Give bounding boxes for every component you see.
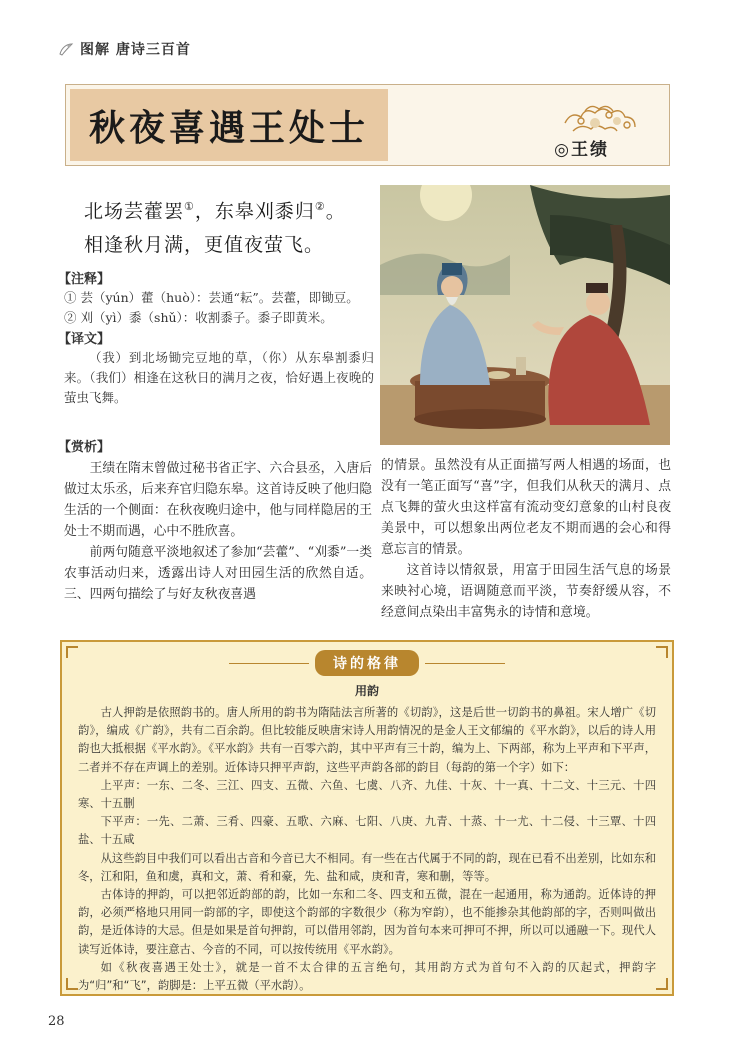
note-item-1: ① 芸（yún）藿（huò）：芸通“耘”。芸藿，即锄豆。 <box>64 290 359 305</box>
box-body <box>78 704 656 995</box>
box-paragraph: 古人押韵是依照韵书的。唐人所用的韵书为隋陆法言所著的《切韵》，这是后世一切韵书的鼻祖。宋人增广《切韵》，编成《广韵》，共有二百余韵。但比较能反映唐宋诗人用韵情况的是金人王文郁编的《平水韵》，以后的诗人用韵也大抵根据《平水韵》。《平水韵》共有一百零六韵，其中平声有三十韵，编为上、下两部，称为上平声和下平声，二者并不存在声调上的差别。近体诗只押平声韵，这些平声韵各部的韵目（每韵的第一个字）如下： <box>78 706 656 774</box>
poem-title: 秋夜喜遇王处士 <box>88 106 369 149</box>
appreciation-paragraph: 的情景。虽然没有从正面描写两人相遇的场面，也没有一笔正面写“喜”字，但我们从秋天的满月、点点飞舞的萤火虫这样富有流动变幻意象的山村良夜美景中，可以想象出两位老友不期而遇的会心和得意忘言的情景。 <box>381 458 671 557</box>
appreciation-label: 【赏析】 <box>58 440 111 455</box>
box-subtitle: 用韵 <box>354 684 379 698</box>
footnote-mark-1: ① <box>184 200 195 213</box>
appreciation-left-column <box>64 458 372 605</box>
title-box <box>70 89 388 161</box>
box-title: 诗的格律 <box>315 650 419 676</box>
title-bar <box>65 84 670 166</box>
box-paragraph: 如《秋夜喜遇王处士》，就是一首不太合律的五言绝句，其用韵方式为首句不入韵的仄起式，押韵字为“归”和“飞”，韵脚是：上平五微（平水韵）。 <box>78 960 656 993</box>
appreciation-right-column <box>381 455 671 623</box>
poem-illustration <box>380 185 670 445</box>
cloud-decoration-icon <box>555 93 655 139</box>
title-rule <box>229 663 309 664</box>
box-paragraph: 上平声：一东、二冬、三江、四支、五微、六鱼、七虞、八齐、九佳、十灰、十一真、十二文、十三元、十四寒、十五删 <box>78 778 656 811</box>
appreciation-paragraph: 这首诗以情叙景，用富于田园生活气息的场景来映衬心境，语调随意而平淡，节奏舒缓从容，不经意间点染出丰富隽永的诗情和意境。 <box>381 563 671 620</box>
notes-label: 【注释】 <box>58 272 111 287</box>
title-rule <box>425 663 505 664</box>
poem-line-1: 北场芸藿罢①，东皋刈黍归②。 <box>84 200 346 223</box>
box-paragraph: 古体诗的押韵，可以把邻近韵部的韵，比如一东和二冬、四支和五微，混在一起通用，称为通韵。近体诗的押韵，必须严格地只用同一韵部的字，即使这个韵部的字数很少（称为窄韵），也不能掺杂其他韵部的字，否则叫做出韵，是近体诗的大忌。但是如果是首句押韵，可以借用邻韵，因为首句本来可押可不押，所以可以通融一下。现代人读写近体诗，要注意古、今音的不同，可以按传统用《平水韵》。 <box>78 888 656 956</box>
translation-label: 【译文】 <box>58 332 111 347</box>
prosody-box <box>60 640 674 996</box>
translation-text: （我）到北场锄完豆地的草，（你）从东皋割黍归来。（我们）相逢在这秋日的满月之夜，恰好遇上夜晚的萤虫飞舞。 <box>64 350 374 405</box>
poem-line-2: 相逢秋月满，更值夜萤飞。 <box>84 234 325 257</box>
box-title-wrap <box>62 650 672 676</box>
corner-ornament <box>656 978 668 990</box>
note-item-2: ② 刈（yì）黍（shǔ）：收割黍子。黍子即黄米。 <box>64 310 333 325</box>
header-text: 图解 唐诗三百首 <box>80 42 191 58</box>
footnote-mark-2: ② <box>314 200 326 213</box>
box-paragraph: 从这些韵目中我们可以看出古音和今音已大不相同。有一些在古代属于不同的韵，现在已看不出差别，比如东和冬，江和阳，鱼和虞，真和文，萧、肴和豪，先、盐和咸，庚和青，寒和删，等等。 <box>78 851 656 883</box>
flower-logo-icon <box>58 41 74 57</box>
page-number: 28 <box>48 1014 65 1029</box>
poem-author: ◎王绩 <box>554 140 609 160</box>
running-header <box>58 38 191 60</box>
appreciation-paragraph: 前两句随意平淡地叙述了参加“芸藿”、“刈黍”一类农事活动归来，透露出诗人对田园生活的欣然自适。三、四两句描绘了与好友秋夜喜遇 <box>64 545 372 602</box>
poem-text <box>84 190 374 262</box>
box-paragraph: 下平声：一先、二萧、三肴、四豪、五歌、六麻、七阳、八庚、九青、十蒸、十一尤、十二侵、十三覃、十四盐、十五咸 <box>78 815 656 847</box>
appreciation-paragraph: 王绩在隋末曾做过秘书省正字、六合县丞，入唐后做过太乐丞，后来弃官归隐东皋。这首诗反映了他归隐生活的一个侧面：在秋夜晚归途中，他与同样隐居的王处士不期而遇，心中不胜欣喜。 <box>64 461 372 539</box>
corner-ornament <box>66 978 78 990</box>
